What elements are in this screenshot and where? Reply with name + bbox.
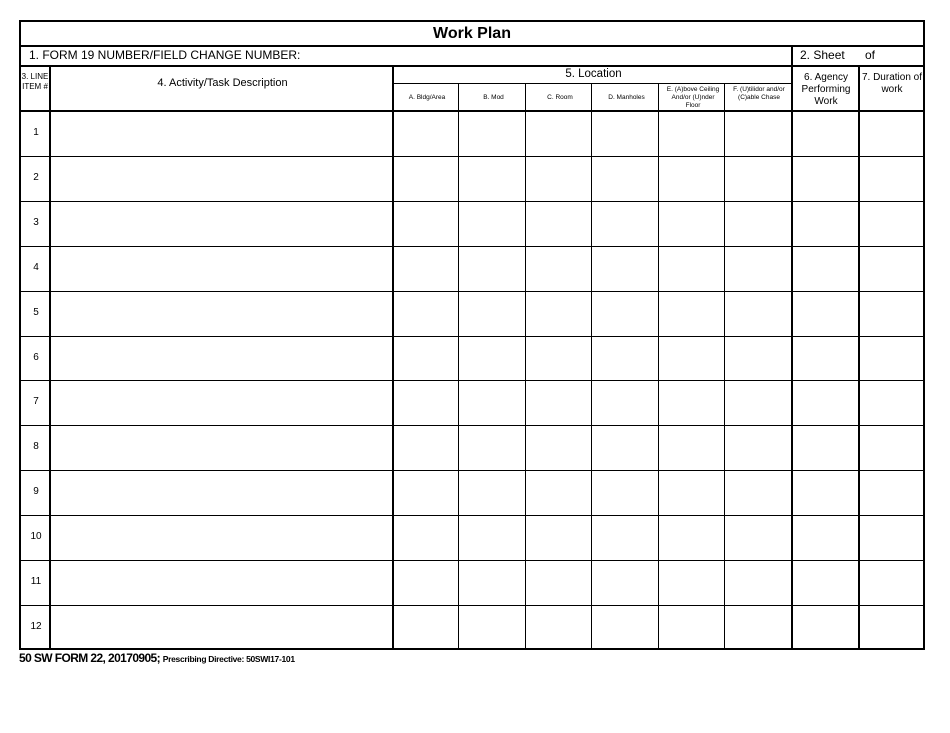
- cell-manholes[interactable]: [593, 606, 658, 649]
- line-item-number: 7: [33, 396, 39, 408]
- cell-bldg-area[interactable]: [394, 202, 458, 245]
- location-sub-mod: B. Mod: [483, 94, 504, 101]
- duration-header-l1: 7. Duration of: [861, 72, 923, 83]
- cell-room[interactable]: [527, 202, 591, 245]
- cell-agency[interactable]: [793, 561, 858, 604]
- cell-bldg-area[interactable]: [394, 247, 458, 290]
- cell-ceiling-floor[interactable]: [660, 426, 724, 469]
- line-item-number: 5: [33, 306, 39, 318]
- cell-ceiling-floor[interactable]: [660, 606, 724, 649]
- cell-mod[interactable]: [460, 337, 525, 380]
- line-item-number: 8: [33, 441, 39, 453]
- cell-room[interactable]: [527, 292, 591, 335]
- cell-duration[interactable]: [860, 247, 923, 290]
- cell-mod[interactable]: [460, 292, 525, 335]
- cell-agency[interactable]: [793, 516, 858, 559]
- cell-manholes[interactable]: [593, 247, 658, 290]
- cell-mod[interactable]: [460, 112, 525, 155]
- cell-utilidor[interactable]: [726, 426, 791, 469]
- cell-duration[interactable]: [860, 292, 923, 335]
- cell-manholes[interactable]: [593, 471, 658, 514]
- cell-room[interactable]: [527, 606, 591, 649]
- cell-ceiling-floor[interactable]: [660, 471, 724, 514]
- cell-bldg-area[interactable]: [394, 381, 458, 424]
- cell-mod[interactable]: [460, 202, 525, 245]
- cell-manholes[interactable]: [593, 426, 658, 469]
- line-item-number: 6: [33, 351, 39, 363]
- cell-bldg-area[interactable]: [394, 157, 458, 200]
- cell-activity[interactable]: [51, 157, 392, 200]
- line-item-number: 2: [33, 171, 39, 183]
- location-sub-utilidor: F. (U)tilidor and/or (C)able Chase: [733, 86, 785, 101]
- sheet-label: 2. Sheet: [800, 48, 845, 62]
- agency-header-l2: Performing Work: [801, 84, 851, 107]
- cell-utilidor[interactable]: [726, 157, 791, 200]
- cell-activity[interactable]: [51, 381, 392, 424]
- form-id: 50 SW FORM 22, 20170905;: [19, 651, 161, 665]
- cell-duration[interactable]: [860, 202, 923, 245]
- cell-agency[interactable]: [793, 337, 858, 380]
- divider: [791, 45, 793, 65]
- agency-header-l1: 6. Agency: [804, 72, 848, 83]
- cell-manholes[interactable]: [593, 516, 658, 559]
- cell-ceiling-floor[interactable]: [660, 202, 724, 245]
- cell-utilidor[interactable]: [726, 381, 791, 424]
- cell-room[interactable]: [527, 471, 591, 514]
- line-item-header-l1: 3. LINE: [21, 72, 49, 81]
- cell-manholes[interactable]: [593, 561, 658, 604]
- cell-utilidor[interactable]: [726, 112, 791, 155]
- cell-activity[interactable]: [51, 561, 392, 604]
- cell-bldg-area[interactable]: [394, 471, 458, 514]
- form19-number-label: 1. FORM 19 NUMBER/FIELD CHANGE NUMBER:: [29, 48, 301, 62]
- cell-duration[interactable]: [860, 606, 923, 649]
- activity-header: 4. Activity/Task Description: [157, 77, 288, 89]
- cell-utilidor[interactable]: [726, 247, 791, 290]
- cell-activity[interactable]: [51, 292, 392, 335]
- cell-utilidor[interactable]: [726, 606, 791, 649]
- cell-ceiling-floor[interactable]: [660, 381, 724, 424]
- line-item-number: 12: [30, 620, 42, 632]
- cell-room[interactable]: [527, 337, 591, 380]
- cell-bldg-area[interactable]: [394, 292, 458, 335]
- col-divider: [591, 83, 592, 650]
- cell-agency[interactable]: [793, 381, 858, 424]
- cell-activity[interactable]: [51, 426, 392, 469]
- cell-room[interactable]: [527, 561, 591, 604]
- form-footer: [19, 651, 295, 665]
- cell-manholes[interactable]: [593, 337, 658, 380]
- cell-manholes[interactable]: [593, 157, 658, 200]
- cell-agency[interactable]: [793, 606, 858, 649]
- cell-bldg-area[interactable]: [394, 112, 458, 155]
- location-sub-room: C. Room: [547, 94, 573, 101]
- cell-agency[interactable]: [793, 247, 858, 290]
- line-item-number: 9: [33, 486, 39, 498]
- cell-agency[interactable]: [793, 292, 858, 335]
- cell-ceiling-floor[interactable]: [660, 561, 724, 604]
- col-divider: [658, 83, 659, 650]
- cell-utilidor[interactable]: [726, 337, 791, 380]
- cell-utilidor[interactable]: [726, 292, 791, 335]
- cell-ceiling-floor[interactable]: [660, 292, 724, 335]
- cell-room[interactable]: [527, 381, 591, 424]
- cell-mod[interactable]: [460, 561, 525, 604]
- cell-utilidor[interactable]: [726, 471, 791, 514]
- cell-manholes[interactable]: [593, 112, 658, 155]
- cell-mod[interactable]: [460, 606, 525, 649]
- cell-ceiling-floor[interactable]: [660, 112, 724, 155]
- cell-room[interactable]: [527, 112, 591, 155]
- cell-duration[interactable]: [860, 561, 923, 604]
- location-header: 5. Location: [565, 68, 622, 80]
- cell-agency[interactable]: [793, 471, 858, 514]
- sheet-of-label: of: [865, 48, 876, 62]
- cell-agency[interactable]: [793, 202, 858, 245]
- duration-header-l2: work: [881, 84, 903, 95]
- cell-mod[interactable]: [460, 247, 525, 290]
- cell-bldg-area[interactable]: [394, 561, 458, 604]
- col-divider: [458, 83, 459, 650]
- cell-bldg-area[interactable]: [394, 606, 458, 649]
- cell-utilidor[interactable]: [726, 516, 791, 559]
- cell-mod[interactable]: [460, 157, 525, 200]
- cell-activity[interactable]: [51, 247, 392, 290]
- cell-agency[interactable]: [793, 426, 858, 469]
- duration-header: [859, 72, 925, 96]
- line-item-number: 4: [33, 261, 39, 273]
- cell-duration[interactable]: [860, 381, 923, 424]
- cell-ceiling-floor[interactable]: [660, 157, 724, 200]
- cell-duration[interactable]: [860, 426, 923, 469]
- cell-activity[interactable]: [51, 516, 392, 559]
- cell-room[interactable]: [527, 516, 591, 559]
- cell-ceiling-floor[interactable]: [660, 337, 724, 380]
- cell-activity[interactable]: [51, 337, 392, 380]
- cell-utilidor[interactable]: [726, 561, 791, 604]
- cell-room[interactable]: [527, 157, 591, 200]
- cell-activity[interactable]: [51, 471, 392, 514]
- col-divider: [724, 83, 725, 650]
- line-item-header: [21, 72, 49, 92]
- cell-mod[interactable]: [460, 516, 525, 559]
- cell-ceiling-floor[interactable]: [660, 247, 724, 290]
- cell-activity[interactable]: [51, 112, 392, 155]
- cell-bldg-area[interactable]: [394, 426, 458, 469]
- sheet-field[interactable]: [800, 45, 925, 65]
- cell-mod[interactable]: [460, 381, 525, 424]
- prescribing-directive: Prescribing Directive: 50SWI17-101: [162, 654, 295, 664]
- work-plan-form: [19, 20, 925, 650]
- cell-room[interactable]: [527, 247, 591, 290]
- agency-header: [792, 72, 860, 108]
- line-item-number: 3: [33, 216, 39, 228]
- line-item-number: 1: [33, 127, 39, 138]
- line-item-number: 10: [30, 531, 42, 543]
- cell-duration[interactable]: [860, 337, 923, 380]
- cell-ceiling-floor[interactable]: [660, 516, 724, 559]
- cell-duration[interactable]: [860, 516, 923, 559]
- location-sub-bldg: A. Bldg/Area: [408, 94, 446, 101]
- cell-room[interactable]: [527, 426, 591, 469]
- cell-duration[interactable]: [860, 471, 923, 514]
- cell-bldg-area[interactable]: [394, 337, 458, 380]
- cell-manholes[interactable]: [593, 292, 658, 335]
- line-item-number: 11: [30, 576, 42, 587]
- cell-activity[interactable]: [51, 202, 392, 245]
- cell-agency[interactable]: [793, 112, 858, 155]
- cell-manholes[interactable]: [593, 202, 658, 245]
- cell-agency[interactable]: [793, 157, 858, 200]
- form-title: Work Plan: [433, 25, 511, 42]
- cell-activity[interactable]: [51, 606, 392, 649]
- cell-duration[interactable]: [860, 112, 923, 155]
- cell-utilidor[interactable]: [726, 202, 791, 245]
- location-sub-manholes: D. Manholes: [608, 94, 645, 101]
- form19-number-input[interactable]: [21, 46, 791, 65]
- line-item-header-l2: ITEM #: [22, 82, 48, 91]
- cell-duration[interactable]: [860, 157, 923, 200]
- location-sub-ceiling-floor: E. (A)bove Ceiling And/or (U)nder Floor: [666, 86, 720, 109]
- col-divider: [525, 83, 526, 650]
- cell-mod[interactable]: [460, 471, 525, 514]
- cell-manholes[interactable]: [593, 381, 658, 424]
- cell-bldg-area[interactable]: [394, 516, 458, 559]
- cell-mod[interactable]: [460, 426, 525, 469]
